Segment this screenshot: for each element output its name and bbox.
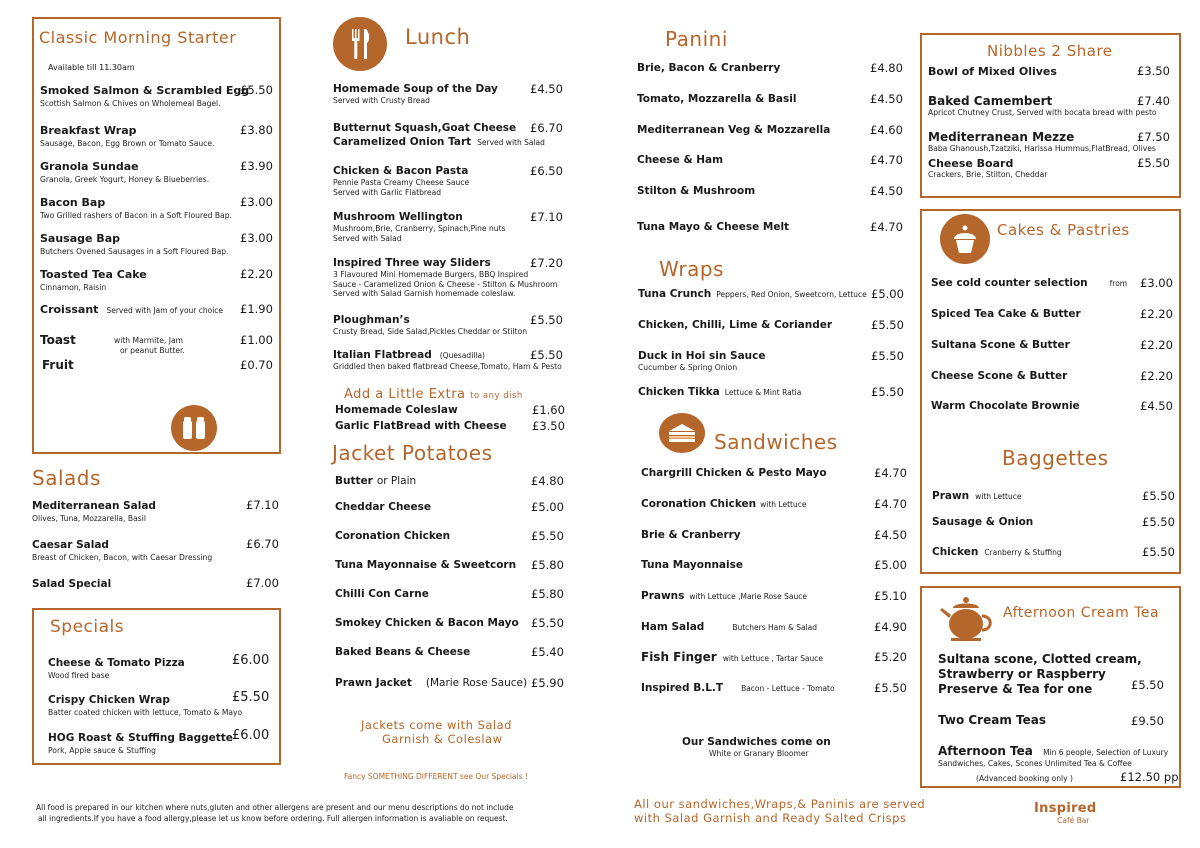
menu-item-name [637, 124, 830, 137]
menu-item-title: Tuna Mayonnaise & Sweetcorn [335, 559, 517, 571]
cupcake-icon [940, 214, 990, 264]
salt-pepper-icon [171, 405, 217, 451]
menu-item-note: (Quesadilla) [439, 351, 485, 360]
menu-item-title: Cheese Scone & Butter [931, 370, 1068, 382]
menu-item-title: Fruit [42, 358, 74, 372]
lunch-title: Lunch [405, 25, 471, 49]
menu-item-name [928, 157, 1013, 170]
menu-item-name [333, 122, 516, 135]
menu-item-name [48, 732, 233, 745]
menu-item-price: £4.70 [870, 153, 903, 167]
menu-item-name [40, 232, 120, 245]
tea-item1-line2: Strawberry or Raspberry [938, 667, 1106, 681]
menu-item-price: £5.50 [530, 348, 563, 362]
menu-item-desc: or peanut Butter. [120, 346, 185, 355]
menu-item-name [335, 530, 450, 543]
menu-item-name [335, 588, 429, 601]
menu-item-title: Croissant [40, 303, 99, 316]
menu-item-title: Inspired B.L.T [641, 682, 724, 694]
menu-item-title: Tuna Mayonnaise [641, 559, 743, 571]
salads-title: Salads [32, 466, 101, 490]
menu-item-price: £3.80 [240, 123, 273, 137]
menu-item-desc: Cinnamon, Raisin [40, 283, 107, 292]
menu-item-price: £5.10 [874, 589, 907, 603]
menu-item-price: £5.50 [531, 616, 564, 630]
menu-item-price: £4.80 [870, 61, 903, 75]
menu-item-name [48, 657, 185, 670]
menu-item-name [48, 694, 170, 707]
menu-item-price: £1.60 [532, 403, 565, 417]
wraps-title: Wraps [659, 257, 724, 281]
menu-item-price: £5.50 [1142, 515, 1175, 529]
menu-item-title: Italian Flatbread [333, 349, 432, 361]
menu-item-title: Garlic FlatBread with Cheese [335, 420, 507, 432]
menu-item-title: Cheddar Cheese [335, 501, 432, 513]
menu-item-price: £5.50 [871, 318, 904, 332]
sandwich-icon [659, 413, 705, 453]
menu-item-price: £4.50 [874, 528, 907, 542]
menu-item-name [928, 131, 1074, 144]
specials-title: Specials [50, 617, 125, 637]
menu-item-desc: Served with Salad Garnish homemade coleslaw. [333, 289, 516, 298]
menu-item-desc: Served with Crusty Bread [333, 96, 430, 105]
brand-sub: Café Bar [1057, 816, 1090, 825]
menu-item-name [928, 65, 1057, 78]
menu-item-price: £4.50 [530, 82, 563, 96]
menu-item-desc: Wood fired base [48, 671, 110, 680]
morning-available-note: Available till 11.30am [48, 63, 135, 72]
menu-item-title: Sausage Bap [40, 232, 120, 245]
menu-item-desc: Mushroom,Brie, Cranberry, Spinach,Pine nuts [333, 224, 506, 233]
menu-item-name [335, 617, 519, 630]
menu-item-title: Coronation Chicken [641, 498, 757, 510]
menu-item-title: Sausage & Onion [932, 516, 1034, 528]
menu-item-price: £6.70 [530, 121, 563, 135]
menu-item-note: Bacon - Lettuce - Tomato [741, 684, 835, 693]
menu-item-title: Chicken, Chilli, Lime & Coriander [638, 319, 833, 331]
menu-item-name [638, 350, 766, 363]
menu-item-name [932, 546, 1062, 559]
menu-item-price: £4.50 [1140, 399, 1173, 413]
menu-item-title: Toasted Tea Cake [40, 268, 147, 281]
tea-item3-name: Afternoon Tea [938, 744, 1033, 758]
menu-item-desc: Butchers Ovened Sausages in a Soft Floured Bap. [40, 247, 229, 256]
menu-item-title: Mediterranean Salad [32, 500, 156, 512]
menu-item-name [333, 257, 491, 270]
menu-item-title: Ploughman’s [333, 314, 410, 326]
menu-item-title: Ham Salad [641, 621, 705, 633]
menu-item-note: from [1109, 279, 1128, 288]
menu-item-price: £3.50 [1137, 64, 1170, 78]
menu-item-price: £5.50 [1137, 156, 1170, 170]
menu-item-desc: Apricot Chutney Crust, Served with bocata bread with pesto [928, 108, 1157, 117]
menu-item-name [40, 334, 76, 347]
menu-item-name [42, 359, 74, 372]
menu-item-price: £5.40 [531, 645, 564, 659]
tea-item2-price: £9.50 [1131, 714, 1164, 728]
menu-item-desc: Served with Garlic Flatbread [333, 187, 442, 197]
menu-item-name [641, 559, 743, 572]
served-note-line1: All our sandwiches,Wraps,& Paninis are served [634, 797, 926, 811]
menu-item-price: £5.50 [531, 529, 564, 543]
menu-item-title: Prawns [641, 590, 685, 602]
menu-item-desc: Pennie Pasta Creamy Cheese Sauce [333, 178, 470, 187]
menu-item-name [641, 651, 823, 665]
menu-item-name [335, 420, 507, 433]
menu-item-desc: Scottish Salmon & Chives on Wholemeal Bagel. [40, 99, 221, 108]
menu-item-title: Prawn Jacket [335, 677, 412, 689]
extra-title-sub: to any dish [470, 391, 523, 401]
menu-item-price: £5.50 [232, 690, 270, 705]
menu-item-title: Chargrill Chicken & Pesto Mayo [641, 467, 827, 479]
extra-title [344, 387, 523, 402]
menu-item-price: £2.20 [1140, 338, 1173, 352]
jacket-note-line1: Jackets come with Salad [361, 718, 512, 732]
panini-title: Panini [665, 27, 728, 51]
menu-item-title: Tuna Mayo & Cheese Melt [637, 221, 790, 233]
menu-item-price: £7.10 [530, 210, 563, 224]
tea-item2: Two Cream Teas [938, 713, 1046, 727]
menu-item-name [931, 400, 1080, 413]
menu-item-title: Brie & Cranberry [641, 529, 741, 541]
menu-item-price: £7.20 [530, 256, 563, 270]
menu-item-price: £4.50 [870, 92, 903, 106]
menu-item-title: Caesar Salad [32, 539, 109, 551]
menu-item-price: £5.90 [531, 676, 564, 690]
menu-item-desc: Served with Salad [333, 233, 402, 243]
menu-item-name [931, 277, 1127, 290]
menu-item-name [637, 221, 789, 234]
menu-item-price: £3.50 [532, 419, 565, 433]
tea-item3-note: (Advanced booking only ) [976, 774, 1073, 783]
menu-item-name [335, 677, 527, 690]
nibbles-title: Nibbles 2 Share [987, 42, 1113, 60]
menu-item-name [641, 498, 806, 511]
menu-item-title: Caramelized Onion Tart [333, 136, 472, 148]
menu-item-title: Prawn [932, 490, 970, 502]
tea-item3-sub2: Sandwiches, Cakes, Scones Unlimited Tea & Coffee [938, 759, 1132, 768]
menu-item-price: £6.70 [246, 537, 279, 551]
menu-item-desc: Sausage, Bacon, Egg Brown or Tomato Sauce. [40, 139, 215, 148]
menu-item-title: See cold counter selection [931, 277, 1088, 289]
menu-item-name [931, 370, 1067, 383]
menu-item-name [333, 136, 545, 149]
menu-item-title: Breakfast Wrap [40, 124, 137, 137]
menu-item-desc: Two Grilled rashers of Bacon in a Soft Floured Bap. [40, 211, 232, 220]
menu-item-title: Baked Camembert [928, 94, 1053, 108]
menu-item-title: Homemade Coleslaw [335, 404, 458, 416]
allergen-note-line1: All food is prepared in our kitchen where nuts,gluten and other allergens are present and our menu descriptions do not include [36, 803, 514, 812]
menu-item-name [333, 165, 468, 178]
menu-item-name [333, 349, 485, 362]
menu-item-name [335, 559, 516, 572]
menu-item-name [32, 500, 156, 513]
menu-item-note: Peppers, Red Onion, Sweetcorn, Lettuce [716, 290, 867, 299]
menu-item-price: £0.70 [240, 358, 273, 372]
menu-item-price: £2.20 [1140, 369, 1173, 383]
menu-item-price: £6.00 [232, 653, 270, 668]
menu-item-price: £7.10 [246, 498, 279, 512]
menu-item-title: Coronation Chicken [335, 530, 451, 542]
menu-item-title: Cheese & Tomato Pizza [48, 657, 185, 669]
menu-item-price: £4.70 [874, 466, 907, 480]
sandwiches-title: Sandwiches [714, 430, 838, 454]
menu-item-price: £4.60 [870, 123, 903, 137]
fancy-specials-note: Fancy SOMETHING DIFFERENT see Our Specials ! [344, 772, 528, 781]
cakes-title: Cakes & Pastries [997, 221, 1130, 239]
menu-item-name [40, 124, 137, 137]
menu-item-desc: Olives, Tuna, Mozzarella, Basil [32, 514, 146, 523]
menu-item-price: £5.50 [1142, 489, 1175, 503]
menu-item-price: £7.00 [246, 576, 279, 590]
menu-item-price: £2.20 [240, 267, 273, 281]
menu-item-title: Smokey Chicken & Bacon Mayo [335, 617, 519, 629]
menu-item-desc: Griddled then baked flatbread Cheese,Tomato, Ham & Pesto [333, 362, 562, 371]
menu-item-title: Chicken & Bacon Pasta [333, 165, 469, 177]
menu-item-name [638, 288, 867, 301]
menu-item-title: Fish Finger [641, 650, 717, 664]
menu-item-desc: Sauce - Caramelized Onion & Cheese - Stilton & Mushroom [333, 279, 558, 289]
menu-item-note: or Plain [376, 475, 417, 487]
menu-item-title: Bacon Bap [40, 196, 106, 209]
menu-item-title: Toast [40, 333, 76, 347]
menu-item-title: Duck in Hoi sin Sauce [638, 350, 766, 362]
menu-item-price: £2.20 [1140, 307, 1173, 321]
menu-item-desc: Baba Ghanoush,Tzatziki, Harissa Hummus,FlatBread, Olives [928, 144, 1156, 153]
menu-item-desc: with Marmite, Jam [114, 336, 183, 345]
menu-item-price: £1.90 [240, 302, 273, 316]
tea-item1-line1: Sultana scone, Clotted cream, [938, 652, 1142, 666]
served-note-line2: with Salad Garnish and Ready Salted Crisps [634, 811, 907, 825]
morning-title: Classic Morning Starter [39, 28, 237, 47]
menu-item-note: Lettuce & Mint Ratia [724, 388, 802, 397]
menu-item-title: Tuna Crunch [638, 288, 712, 300]
tea-item3-price: £12.50 pp [1120, 770, 1179, 784]
knife-fork-icon [333, 17, 387, 71]
menu-item-name [40, 196, 105, 209]
menu-item-title: Brie, Bacon & Cranberry [637, 62, 781, 74]
menu-item-name [333, 211, 463, 224]
jacket-note-line2: Garnish & Coleslaw [382, 732, 503, 746]
menu-item-note: (Marie Rose Sauce) [425, 677, 528, 689]
menu-item-title: Homemade Soup of the Day [333, 83, 498, 95]
menu-item-title: Sultana Scone & Butter [931, 339, 1070, 351]
menu-item-title: Salad Special [32, 578, 112, 590]
menu-item-price: £3.00 [1140, 276, 1173, 290]
menu-item-note: Cranberry & Stuffing [984, 548, 1062, 557]
tea-item1-price: £5.50 [1131, 678, 1164, 692]
menu-item-name [32, 539, 109, 552]
menu-item-name [641, 467, 827, 480]
menu-item-name [335, 404, 458, 417]
menu-item-note: with Lettuce ,Marie Rose Sauce [689, 592, 807, 601]
menu-item-name [641, 621, 817, 634]
baggettes-title: Baggettes [1002, 446, 1109, 470]
menu-item-title: HOG Roast & Stuffing Baggette [48, 732, 233, 744]
menu-item-price: £7.40 [1137, 94, 1170, 108]
menu-item-title: Baked Beans & Cheese [335, 646, 471, 658]
menu-item-title: Chicken [932, 546, 979, 558]
menu-item-name [335, 475, 416, 488]
menu-item-desc: Cucumber & Spring Onion [638, 363, 738, 372]
menu-item-name [931, 339, 1070, 352]
menu-item-title: Bowl of Mixed Olives [928, 65, 1057, 78]
menu-item-title: Smoked Salmon & Scrambled Egg [40, 84, 250, 97]
menu-item-name [928, 95, 1052, 108]
menu-item-note: with Lettuce [975, 492, 1022, 501]
cream-tea-title: Afternoon Cream Tea [1003, 605, 1160, 621]
tea-item1-line3: Preserve & Tea for one [938, 682, 1093, 696]
menu-item-price: £5.50 [874, 681, 907, 695]
menu-item-desc: Breast of Chicken, Bacon, with Caesar Dressing [32, 553, 213, 562]
menu-item-title: Mushroom Wellington [333, 211, 463, 223]
menu-item-title: Crispy Chicken Wrap [48, 694, 170, 706]
menu-item-name [638, 319, 832, 332]
menu-item-title: Mediterranean Mezze [928, 130, 1075, 144]
menu-item-price: £5.00 [874, 558, 907, 572]
menu-item-price: £5.50 [240, 83, 273, 97]
menu-item-price: £3.00 [240, 231, 273, 245]
menu-item-name [637, 62, 780, 75]
menu-item-price: £5.00 [871, 287, 904, 301]
extra-title-text: Add a Little Extra [344, 387, 466, 402]
jacket-title: Jacket Potatoes [332, 441, 493, 465]
menu-item-title: Warm Chocolate Brownie [931, 400, 1080, 412]
menu-item-name [40, 268, 147, 281]
brand-name: Inspired [1034, 801, 1097, 816]
menu-item-name [335, 501, 431, 514]
menu-item-title: Chilli Con Carne [335, 588, 429, 600]
menu-item-name [637, 185, 755, 198]
menu-item-name [40, 84, 249, 97]
menu-item-desc: Crackers, Brie, Stilton, Cheddar [928, 170, 1048, 179]
menu-item-desc: 3 Flavoured Mini Homemade Burgers, BBQ Inspired [333, 270, 529, 279]
menu-item-note: Butchers Ham & Salad [732, 623, 817, 632]
sandwiches-come-on: Our Sandwiches come on [682, 736, 831, 748]
menu-item-name [637, 93, 796, 106]
menu-item-price: £5.80 [531, 587, 564, 601]
menu-item-note: with Lettuce [760, 500, 807, 509]
menu-item-title: Inspired Three way Sliders [333, 257, 491, 269]
menu-item-desc: Pork, Apple sauce & Stuffing [48, 746, 156, 755]
menu-item-price: £4.80 [531, 474, 564, 488]
menu-item-price: £7.50 [1137, 130, 1170, 144]
menu-item-price: £5.50 [871, 349, 904, 363]
menu-item-title: Cheese & Ham [637, 154, 724, 166]
tea-item3 [938, 745, 1168, 759]
menu-item-price: £3.00 [240, 195, 273, 209]
menu-item-title: Stilton & Mushroom [637, 185, 756, 197]
menu-item-price: £1.00 [240, 333, 273, 347]
menu-item-name [641, 590, 807, 603]
menu-item-name [932, 516, 1033, 529]
menu-item-note: Served with Salad [477, 138, 545, 147]
menu-item-name [335, 646, 470, 659]
menu-item-desc: Crusty Bread, Side Salad,Pickles Cheddar or Stilton [333, 327, 528, 336]
menu-item-name [333, 314, 410, 327]
menu-item-title: Tomato, Mozzarella & Basil [637, 93, 797, 105]
menu-item-name [40, 303, 223, 317]
menu-item-name [333, 83, 498, 96]
menu-item-title: Butternut Squash,Goat Cheese [333, 122, 517, 134]
allergen-note-line2: all ingredients.If you have a food allergy,please let us know before ordering. Full allergen information is avaliable on request. [38, 814, 508, 823]
menu-item-price: £4.70 [874, 497, 907, 511]
tea-item3-sub: Min 6 people, Selection of Luxury [1043, 748, 1169, 757]
menu-item-title: Mediterranean Veg & Mozzarella [637, 124, 831, 136]
menu-item-name [32, 578, 111, 591]
menu-item-title: Granola Sundae [40, 160, 139, 173]
menu-item-desc: Granola, Greek Yogurt, Honey & Blueberries. [40, 175, 210, 184]
menu-item-price: £6.50 [530, 164, 563, 178]
menu-item-name [641, 682, 835, 695]
menu-item-price: £5.00 [531, 500, 564, 514]
menu-item-note: Served with Jam of your choice [106, 306, 224, 315]
brand-logo [1034, 801, 1097, 825]
teapot-icon [939, 596, 997, 646]
menu-item-desc: Batter coated chicken with lettuce, Tomato & Mayo [48, 708, 243, 717]
menu-item-name [638, 386, 801, 399]
menu-item-title: Spiced Tea Cake & Butter [931, 308, 1081, 320]
menu-item-note: with Lettuce , Tartar Sauce [722, 654, 824, 663]
menu-item-title: Cheese Board [928, 157, 1014, 170]
menu-item-price: £3.90 [240, 159, 273, 173]
menu-item-price: £5.50 [530, 313, 563, 327]
menu-item-price: £4.70 [870, 220, 903, 234]
menu-item-name [637, 154, 723, 167]
menu-item-price: £4.50 [870, 184, 903, 198]
menu-item-name [931, 308, 1081, 321]
sandwiches-bread: White or Granary Bloomer [709, 749, 809, 758]
menu-item-name [932, 490, 1021, 503]
menu-item-title: Butter [335, 475, 373, 487]
menu-item-name [40, 160, 139, 173]
menu-item-price: £5.20 [874, 650, 907, 664]
menu-item-price: £4.90 [874, 620, 907, 634]
menu-item-title: Chicken Tikka [638, 386, 720, 398]
menu-item-price: £5.50 [1142, 545, 1175, 559]
menu-item-price: £6.00 [232, 728, 270, 743]
menu-item-price: £5.50 [871, 385, 904, 399]
menu-item-price: £5.80 [531, 558, 564, 572]
menu-item-name [641, 529, 741, 542]
